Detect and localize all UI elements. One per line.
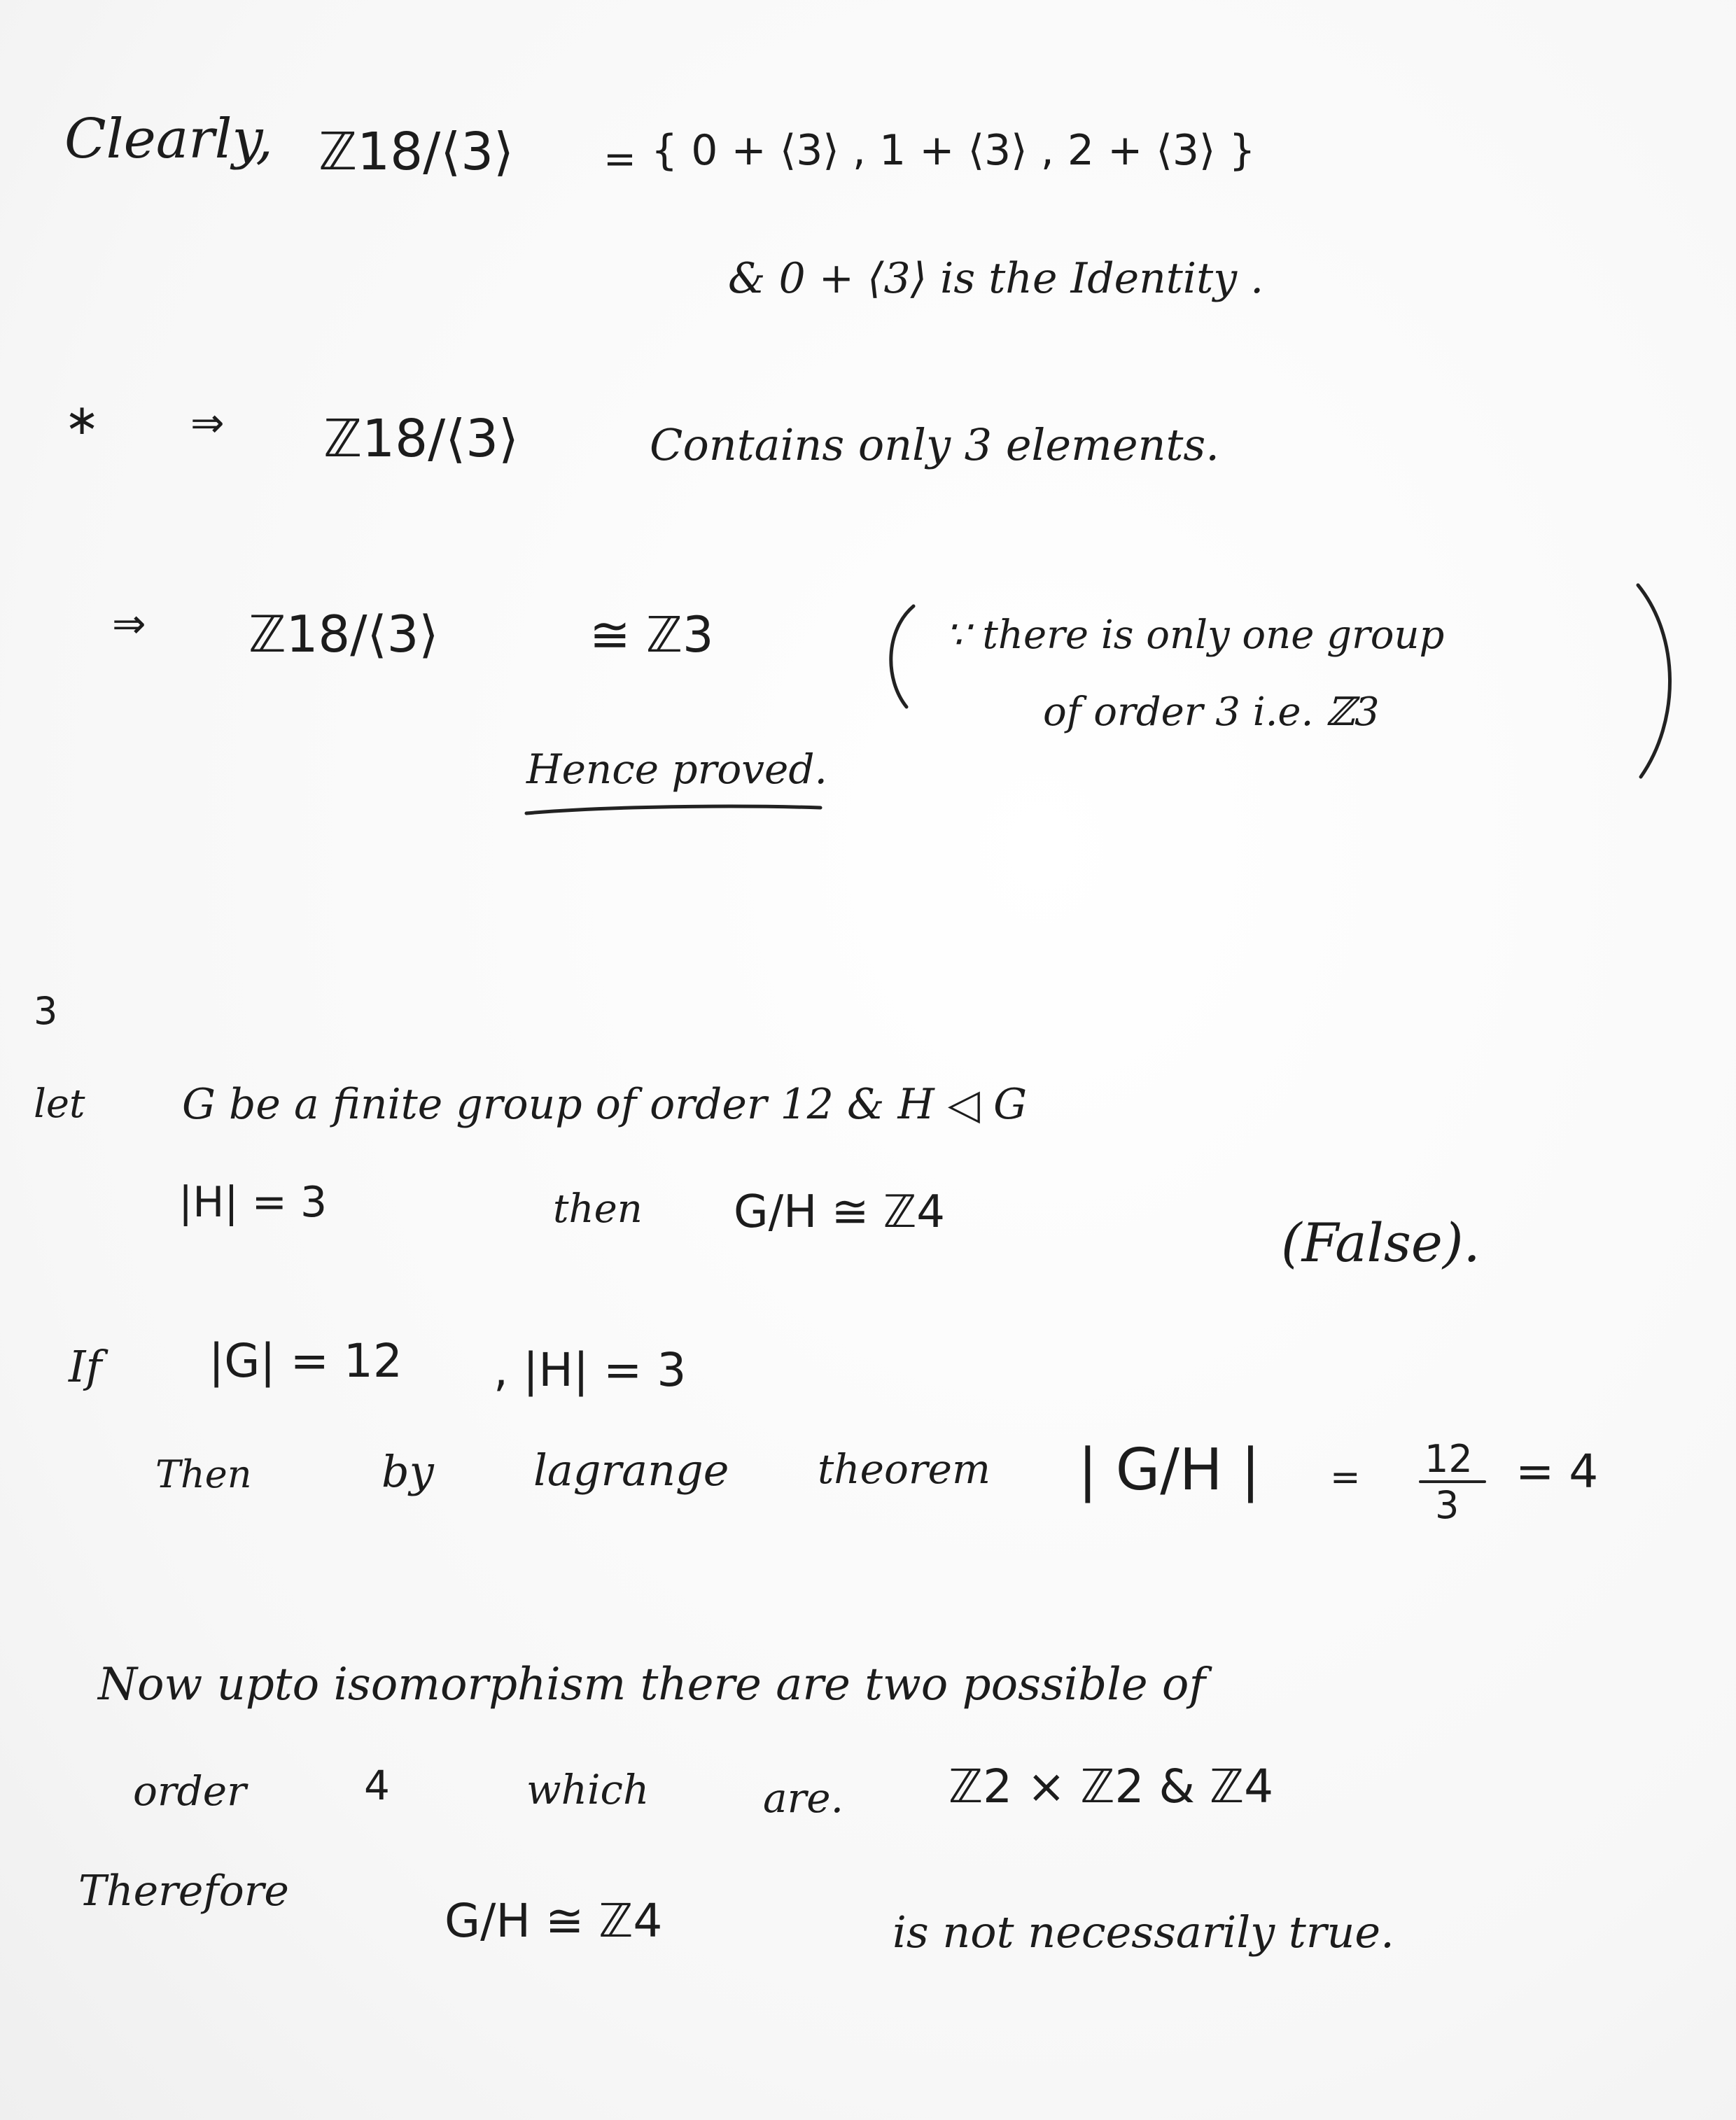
quotient-z18-mod-3: ℤ18/⟨3⟩ <box>248 605 439 664</box>
result-four: = 4 <box>1516 1445 1599 1498</box>
possible-groups: ℤ2 × ℤ2 & ℤ4 <box>948 1760 1274 1813</box>
are-word: are. <box>763 1774 844 1822</box>
right-parenthesis <box>1631 581 1687 784</box>
order-of-h: |H| = 3 <box>178 1178 328 1227</box>
clearly-word: Clearly, <box>64 108 274 171</box>
then-word-2: Then <box>155 1452 252 1496</box>
false-verdict: (False). <box>1281 1212 1480 1274</box>
coset-set: { 0 + ⟨3⟩ , 1 + ⟨3⟩ , 2 + ⟨3⟩ } <box>651 126 1256 175</box>
equals-sign: = <box>603 136 636 182</box>
theorem-word: theorem <box>818 1445 990 1493</box>
if-word: If <box>69 1341 102 1392</box>
claim-g-mod-h-iso-z4: G/H ≅ ℤ4 <box>734 1186 945 1238</box>
order-of-h-2: , |H| = 3 <box>493 1343 687 1397</box>
reason-line-2: of order 3 i.e. ℤ3 <box>1043 689 1380 735</box>
lagrange-word: lagrange <box>533 1445 729 1496</box>
identity-note: & 0 + ⟨3⟩ is the Identity . <box>728 254 1264 303</box>
left-parenthesis <box>878 602 920 714</box>
reason-line-1: ∵ there is only one group <box>945 612 1445 658</box>
question-number: 3 <box>34 989 58 1033</box>
order-word: order <box>133 1767 246 1815</box>
isomorphism-statement: Now upto isomorphism there are two possible of <box>98 1659 1206 1711</box>
hence-underline <box>524 798 825 819</box>
statement-text: G be a finite group of order 12 & H ◁ G <box>182 1080 1028 1129</box>
by-word: by <box>382 1446 434 1497</box>
equals-sign-2: = <box>1330 1456 1361 1498</box>
let-word: let <box>34 1081 85 1127</box>
hence-proved: Hence proved. <box>526 745 827 793</box>
four-value: 4 <box>364 1762 390 1809</box>
which-word: which <box>526 1766 650 1813</box>
fraction-denominator: 3 <box>1435 1483 1460 1527</box>
order-of-g: |G| = 12 <box>209 1334 402 1388</box>
implies-arrow: ⇒ <box>190 399 225 447</box>
then-word: then <box>553 1186 643 1232</box>
star-mark: ∗ <box>64 395 100 444</box>
quotient-z18-mod-3: ℤ18/⟨3⟩ <box>323 409 519 469</box>
conclusion-claim: G/H ≅ ℤ4 <box>444 1894 663 1948</box>
contains-elements-text: Contains only 3 elements. <box>650 419 1219 470</box>
quotient-z18-mod-3: ℤ18/⟨3⟩ <box>318 122 514 182</box>
isomorphic-z3: ≅ ℤ3 <box>589 606 714 664</box>
conclusion-text: is not necessarily true. <box>892 1907 1394 1958</box>
quotient-order: | G/H | <box>1078 1437 1261 1503</box>
implies-arrow: ⇒ <box>112 600 146 647</box>
fraction-numerator: 12 <box>1424 1437 1473 1481</box>
therefore-word: Therefore <box>78 1867 289 1916</box>
